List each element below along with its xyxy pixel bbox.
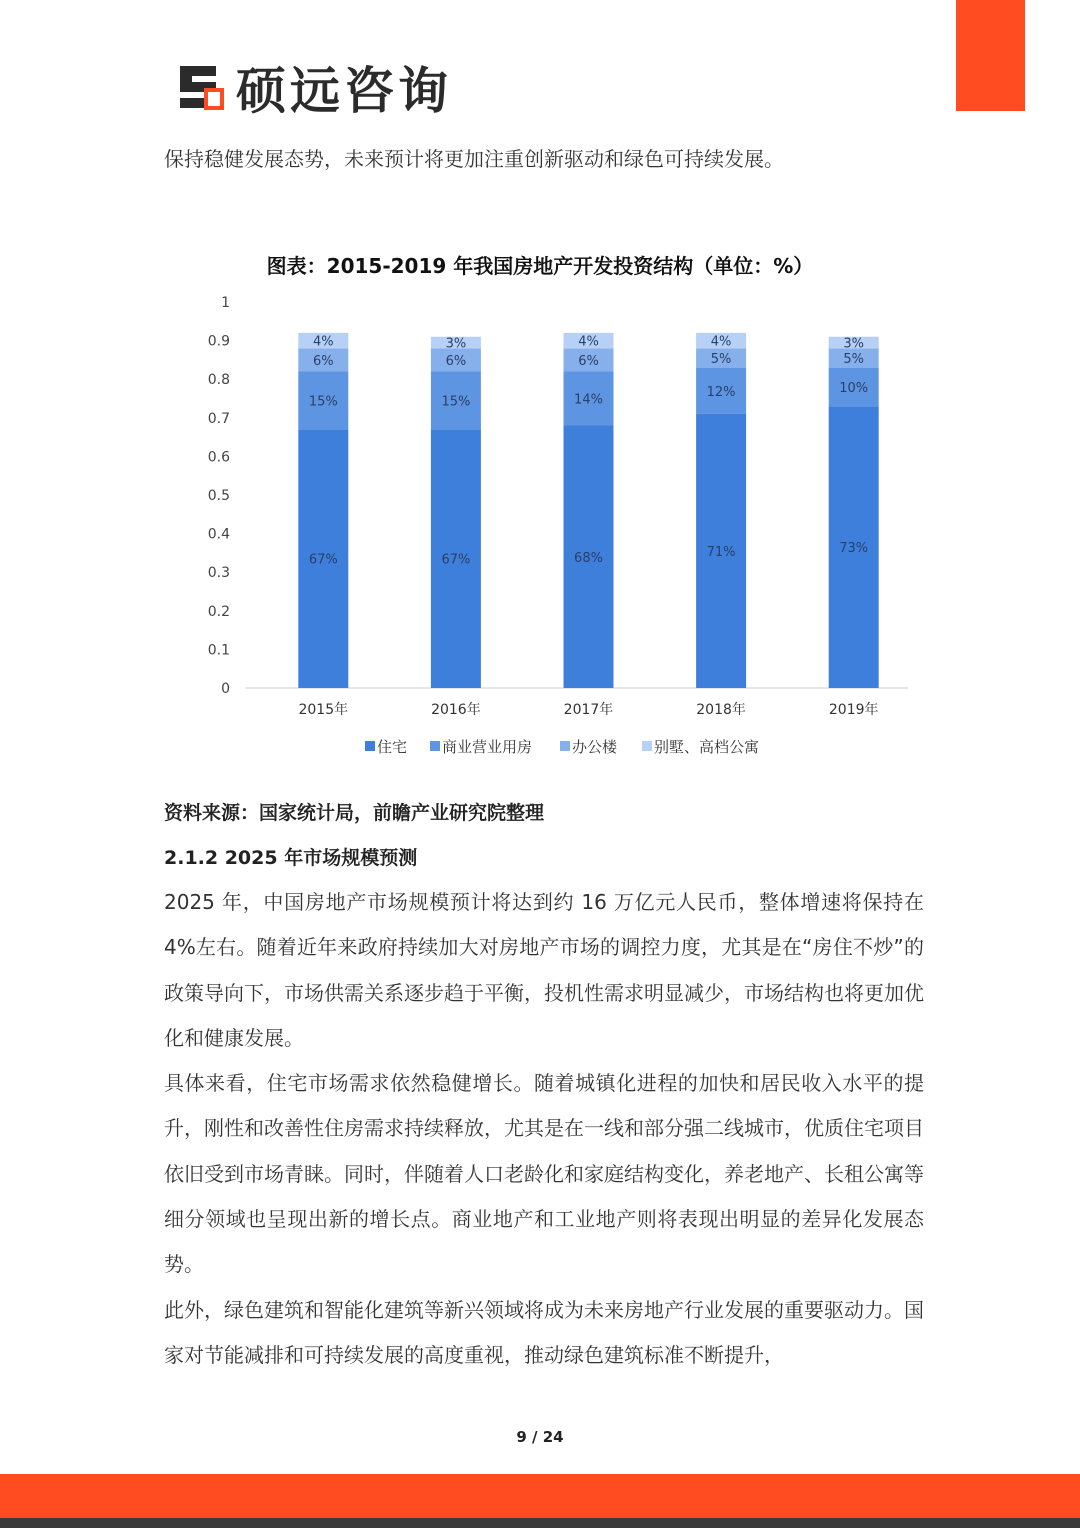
logo-text: 硕远咨询 [236,62,452,120]
footer-bar [0,1474,1080,1518]
y-tick-label: 0.8 [207,372,230,389]
y-tick-label: 0.5 [207,488,230,504]
stacked-bar-chart [190,290,920,770]
paragraph: 此外，绿色建筑和智能化建筑等新兴领域将成为未来房地产行业发展的重要驱动力。国家对节能减排和可持续发展的高度重视，推动绿色建筑标准不断提升， [164,1297,924,1367]
legend-swatch [430,741,440,751]
data-label: 67% [441,552,471,568]
x-tick-label: 2016年 [431,702,481,718]
legend-swatch [642,741,652,751]
intro-line: 保持稳健发展态势，未来预计将更加注重创新驱动和绿色可持续发展。 [164,147,784,171]
data-label: 6% [445,353,467,369]
x-tick-label: 2018年 [696,702,746,718]
y-tick-label: 0 [221,681,230,697]
y-tick-label: 0.9 [207,333,230,350]
y-tick-label: 0.3 [207,565,230,582]
paragraph: 2025 年，中国房地产市场规模预计将达到约 16 万亿元人民币，整体增速将保持在 4%左右。随着近年来政府持续加大对房地产市场的调控力度，尤其是在“房住不炒”的政策导向下，市场供需关系逐步趋于平衡，投机性需求明显减少，市场结构也将更加优化和健康发展。 [164,890,924,1050]
data-label: 12% [706,384,736,400]
y-tick-label: 0.6 [207,449,230,466]
data-label: 68% [574,550,603,566]
legend-swatch [365,741,375,751]
data-label: 6% [578,353,599,369]
data-label: 3% [445,336,467,352]
header-accent-block [956,0,1025,111]
legend-label: 办公楼 [572,738,618,756]
data-label: 71% [706,544,736,560]
page-number: 9 / 24 [516,1428,564,1446]
data-label: 4% [710,334,732,350]
y-tick-label: 0.4 [207,526,230,543]
data-label: 10% [839,380,869,396]
data-label: 3% [843,336,865,352]
logo-icon [176,62,226,112]
paragraph: 具体来看，住宅市场需求依然稳健增长。随着城镇化进程的加快和居民收入水平的提升，刚性和改善性住房需求持续释放，尤其是在一线和部分强二线城市，优质住宅项目依旧受到市场青睐。同时，伴随着人口老龄化和家庭结构变化，养老地产、长租公寓等细分领域也呈现出新的增长点。商业地产和工业地产则将表现出明显的差异化发展态势。 [164,1071,924,1277]
x-tick-label: 2017年 [563,702,614,718]
y-tick-label: 1 [221,295,230,311]
legend-label: 别墅、高档公寓 [654,738,760,756]
data-label: 4% [578,334,599,350]
x-tick-label: 2015年 [298,702,349,718]
legend-swatch [560,741,570,751]
chart-title: 图表：2015-2019 年我国房地产开发投资结构（单位：%） [266,254,814,278]
data-label: 5% [710,351,732,367]
data-label: 4% [312,334,334,350]
legend-label: 住宅 [377,738,408,756]
data-label: 15% [441,394,471,410]
data-label: 15% [308,394,338,410]
section-heading: 2.1.2 2025 年市场规模预测 [164,847,418,869]
footer-dark-strip [0,1518,1080,1528]
data-label: 14% [574,392,603,408]
y-tick-label: 0.7 [207,410,230,427]
data-label: 73% [839,541,869,557]
y-tick-label: 0.1 [207,642,230,659]
legend-label: 商业营业用房 [442,738,533,756]
data-label: 6% [312,353,334,369]
x-tick-label: 2019年 [828,702,879,718]
logo [176,58,452,120]
source-note: 资料来源：国家统计局，前瞻产业研究院整理 [164,802,545,824]
data-label: 67% [308,552,338,568]
y-tick-label: 0.2 [207,603,230,620]
data-label: 5% [843,351,865,367]
body-text [164,880,924,1378]
